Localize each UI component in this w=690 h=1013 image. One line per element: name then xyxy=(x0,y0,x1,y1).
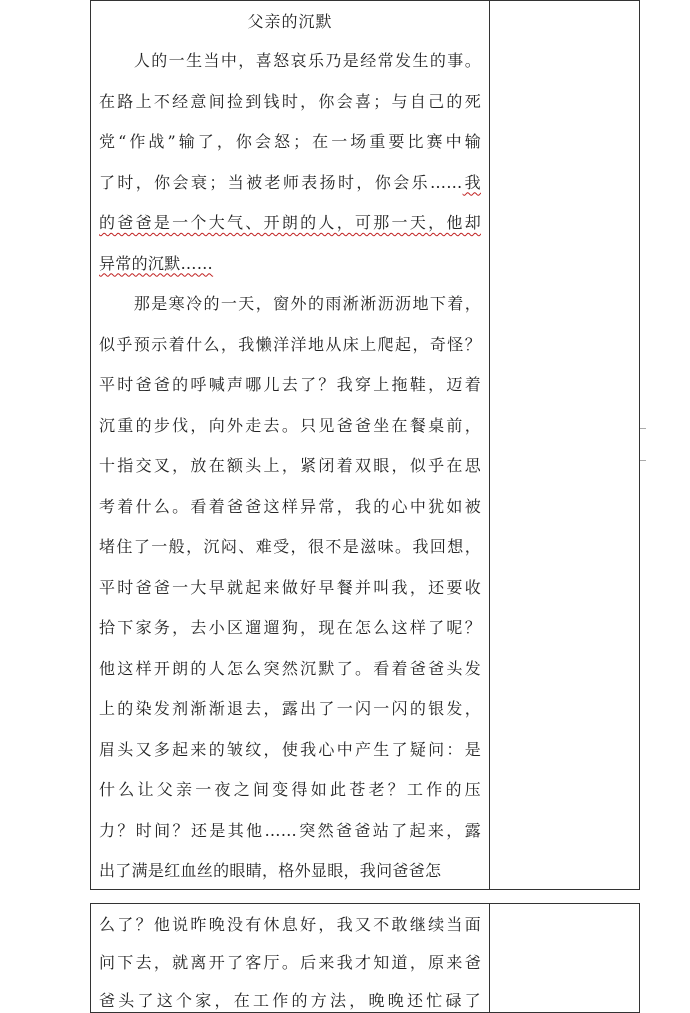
essay-line: 沉重的步伐，向外走去。只见爸爸坐在餐桌前， xyxy=(99,415,481,435)
essay-line: 了时，你会衰；当被老师表扬时，你会乐……我 xyxy=(99,172,481,192)
essay-line: 拾下家务，去小区遛遛狗，现在怎么这样了呢？ xyxy=(99,618,481,637)
essay-line: 在路上不经意间捡到钱时，你会喜；与自己的死 xyxy=(99,91,481,111)
margin-mark xyxy=(640,460,646,461)
essay-line: 平时爸爸的呼喊声哪儿去了？我穿上拖鞋，迈着 xyxy=(99,375,481,394)
spellcheck-underline: 我 xyxy=(462,172,481,192)
essay-line: 人的一生当中，喜怒哀乐乃是经常发生的事。 xyxy=(99,51,481,70)
essay-line: 平时爸爸一大早就起来做好早餐并叫我，还要收 xyxy=(99,577,481,597)
essay-line: 什么让父亲一夜之间变得如此苍老？工作的压 xyxy=(99,780,481,799)
spellcheck-underline: 的爸爸是一个大气、开朗的人，可那一天，他却 xyxy=(99,213,481,232)
essay-line: 十指交叉，放在额头上，紧闭着双眼，似乎在思 xyxy=(99,456,481,475)
essay-line xyxy=(99,213,481,233)
essay-table-page-1 xyxy=(90,0,640,890)
empty-comment-cell xyxy=(490,904,639,1012)
essay-line: 爸头了这个家，在工作的方法，晚晚还忙碌了 xyxy=(99,991,481,1010)
essay-line: 考着什么。看着爸爸这样异常，我的心中犹如被 xyxy=(99,496,481,516)
essay-line: 问下去，就离开了客厅。后来我才知道，原来爸 xyxy=(99,953,481,972)
essay-line: 党“作战”输了，你会怒；在一场重要比赛中输 xyxy=(99,132,481,151)
essay-line: 似乎预示着什么，我懒洋洋地从床上爬起，奇怪？ xyxy=(99,334,481,354)
essay-table-page-2 xyxy=(90,903,640,1013)
essay-line: 他这样开朗的人怎么突然沉默了。看着爸爸头发 xyxy=(99,658,481,678)
spellcheck-underline: 异常的沉默…… xyxy=(99,253,214,273)
essay-line: 眉头又多起来的皱纹，使我心中产生了疑问：是 xyxy=(99,739,481,759)
essay-line: 出了满是红血丝的眼睛，格外显眼，我问爸爸怎 xyxy=(99,861,442,880)
essay-line: 上的染发剂渐渐退去，露出了一闪一闪的银发， xyxy=(99,699,481,718)
essay-line: 堵住了一般，沉闷、难受，很不是滋味。我回想， xyxy=(99,537,481,556)
essay-line xyxy=(99,254,481,274)
essay-title: 父亲的沉默 xyxy=(247,12,333,31)
essay-line: 那是寒冷的一天，窗外的雨淅淅沥沥地下着， xyxy=(99,294,481,313)
essay-line: 力？时间？还是其他……突然爸爸站了起来，露 xyxy=(99,820,481,840)
margin-mark xyxy=(640,428,646,429)
essay-line: 么了？他说昨晚没有休息好，我又不敢继续当面 xyxy=(99,915,481,934)
empty-comment-cell xyxy=(490,1,639,889)
